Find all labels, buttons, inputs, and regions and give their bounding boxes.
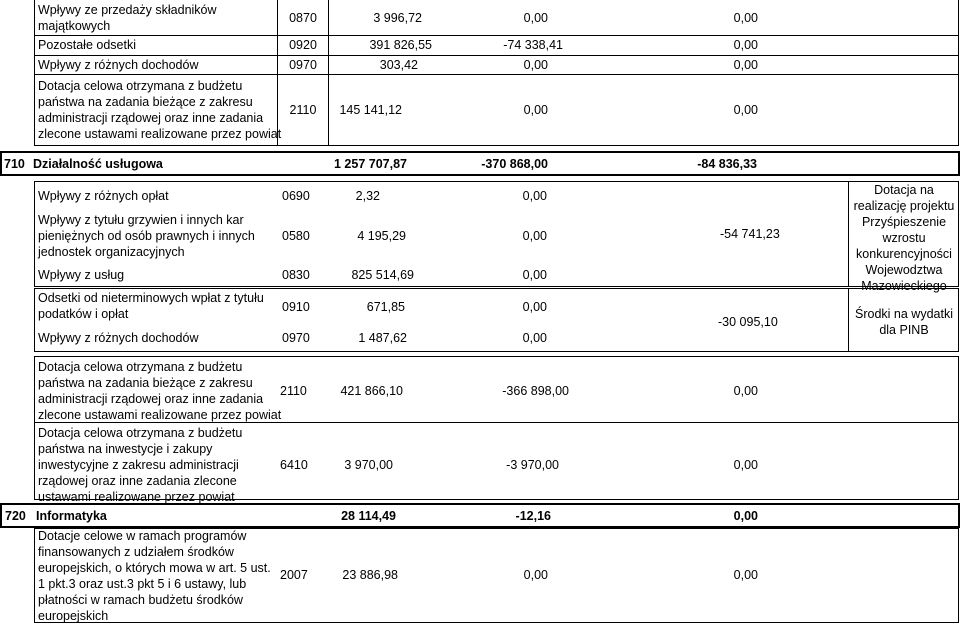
row-label: Wpływy z różnych dochodów: [38, 331, 199, 345]
row-value: 0,00: [733, 38, 758, 52]
row-label: Dotacja celowa otrzymana z budżetu państwa na zadania bieżące z zakresu administracji rządowej oraz inne zadania zlecone ustawami realizowane przez powiat: [38, 79, 282, 141]
row-label: Pozostałe odsetki: [38, 38, 136, 52]
row-label: Wpływy z różnych dochodów: [38, 58, 199, 72]
row-code: 0970: [282, 331, 310, 345]
row-code: 0580: [282, 229, 310, 243]
section-name: Informatyka: [36, 509, 107, 523]
section-value: 28 114,49: [341, 509, 396, 523]
row-value: 0,00: [733, 103, 758, 117]
row-value: 0,00: [733, 568, 758, 582]
row-label: Wpływy z różnych opłat: [38, 189, 169, 203]
group-total: -30 095,10: [718, 315, 778, 329]
row-value: 0,00: [733, 11, 758, 25]
row-value: 1 487,62: [358, 331, 407, 345]
row-value: 4 195,29: [357, 229, 406, 243]
row-value: 0,00: [523, 58, 548, 72]
section-value: 0,00: [733, 509, 758, 523]
section-value: 1 257 707,87: [334, 157, 407, 171]
row-code: 0970: [289, 58, 317, 72]
section-value: -370 868,00: [481, 157, 548, 171]
row-code: 2110: [289, 103, 317, 117]
row-code: 0690: [282, 189, 310, 203]
section-value: -84 836,33: [697, 157, 757, 171]
section-number: 710: [4, 157, 25, 171]
section-name: Działalność usługowa: [33, 157, 163, 171]
row-label: Dotacja celowa otrzymana z budżetu państwa na inwestycje i zakupy inwestycyjne z zakresu administracji rządowej oraz inne zadania zlecone ustawami realizowane przez powiat: [38, 426, 243, 504]
row-value: 0,00: [523, 103, 548, 117]
row-value: 0,00: [733, 58, 758, 72]
row-value: 0,00: [522, 229, 547, 243]
row-value: 3 996,72: [373, 11, 422, 25]
row-value: 0,00: [522, 300, 547, 314]
row-code: 6410: [280, 458, 308, 472]
row-value: 0,00: [733, 384, 758, 398]
row-code: 0920: [289, 38, 317, 52]
row-label: Dotacje celowe w ramach programów finansowanych z udziałem środków europejskich, o których mowa w art. 5 ust. 1 pkt.3 oraz ust.3 pkt 5 i 6 ustawy, lub płatności w ramach budżetu środków europejskich: [38, 529, 271, 623]
row-label: Wpływy z usług: [38, 268, 125, 282]
row-value: -74 338,41: [503, 38, 563, 52]
row-value: 2,32: [355, 189, 380, 203]
group-note: Dotacja na realizację projektu Przyśpieszenie wzrostu konkurencyjności Wojewodztwa Mazowieckiego: [853, 183, 955, 293]
row-value: -3 970,00: [506, 458, 559, 472]
row-value: 0,00: [522, 331, 547, 345]
row-value: 0,00: [523, 11, 548, 25]
group-note: Środki na wydatki dla PINB: [855, 307, 953, 337]
row-code: 0830: [282, 268, 310, 282]
row-value: 671,85: [366, 300, 405, 314]
row-label: Dotacja celowa otrzymana z budżetu państwa na zadania bieżące z zakresu administracji rządowej oraz inne zadania zlecone ustawami realizowane przez powiat: [38, 360, 282, 422]
row-code: 2110: [280, 384, 307, 398]
row-code: 2007: [280, 568, 308, 582]
row-value: 303,42: [379, 58, 418, 72]
row-value: 0,00: [733, 458, 758, 472]
row-value: 0,00: [522, 189, 547, 203]
row-label: Wpływy z tytułu grzywien i innych kar pieniężnych od osób prawnych i innych jednostek organizacyjnych: [38, 213, 255, 259]
row-label: Wpływy ze przedaży składników majątkowych: [38, 3, 217, 33]
row-label: Odsetki od nieterminowych wpłat z tytułu podatków i opłat: [38, 291, 264, 321]
row-value: 825 514,69: [351, 268, 414, 282]
group-total: -54 741,23: [720, 227, 780, 241]
row-value: 145 141,12: [339, 103, 402, 117]
row-value: -366 898,00: [502, 384, 569, 398]
row-value: 391 826,55: [369, 38, 432, 52]
row-code: 0910: [282, 300, 310, 314]
row-value: 3 970,00: [344, 458, 393, 472]
row-value: 23 886,98: [342, 568, 398, 582]
row-value: 421 866,10: [340, 384, 403, 398]
section-number: 720: [5, 509, 26, 523]
row-code: 0870: [289, 11, 317, 25]
section-value: -12,16: [515, 509, 551, 523]
row-value: 0,00: [523, 568, 548, 582]
row-value: 0,00: [522, 268, 547, 282]
